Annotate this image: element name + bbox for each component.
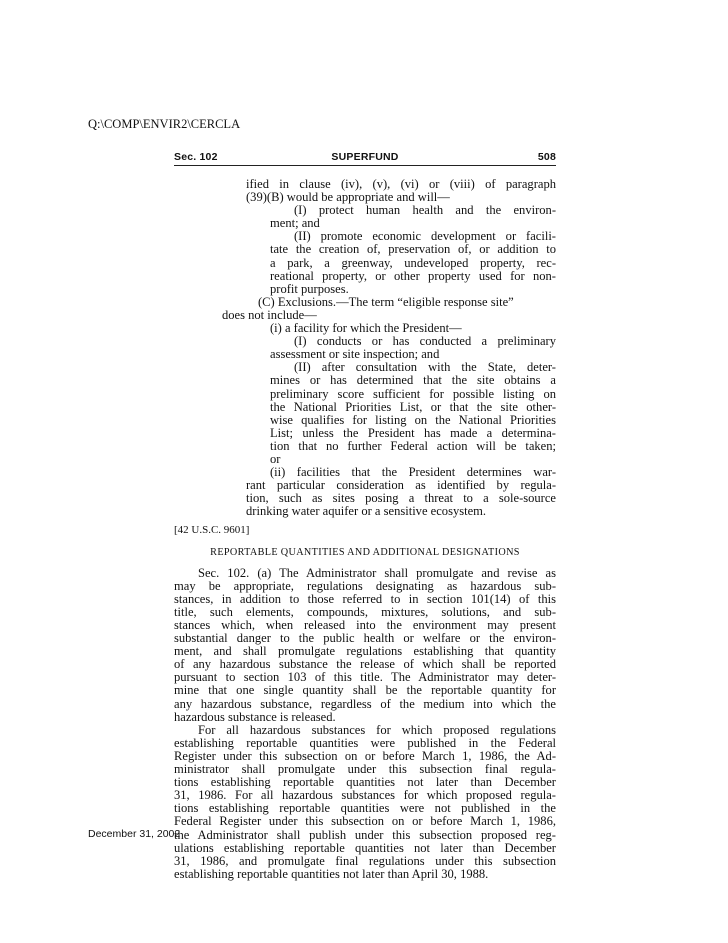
text-line: mine that one single quantity shall be the reportable quantity for (174, 684, 556, 698)
header-rule (174, 165, 556, 166)
text-line: preliminary score sufficient for possible listing on (270, 387, 556, 401)
text-line: (I) conducts or has conducted a preliminary (294, 335, 556, 349)
page-body (174, 178, 556, 881)
text-line: of any hazardous substance the release of which shall be reported (174, 658, 556, 672)
text-line: tions establishing reportable quantities not later than December (174, 776, 556, 790)
definition-text (174, 178, 556, 518)
text-line: substantial danger to the public health or welfare or the environ- (174, 632, 556, 646)
footer-date: December 31, 2002 (88, 828, 181, 840)
text-line: ministrator shall promulgate under this subsection final regula- (174, 763, 556, 777)
text-line: (C) Exclusions.—The term “eligible response site” (258, 295, 514, 309)
header-title: SUPERFUND (331, 151, 399, 163)
text-line: wise qualifies for listing on the National Priorities (270, 413, 556, 427)
text-line: may be appropriate, regulations designating as hazardous sub- (174, 579, 556, 593)
text-line: (II) after consultation with the State, deter- (294, 361, 556, 375)
text-line: tion, such as sites posing a threat to a sole-source (246, 492, 556, 506)
text-line: any hazardous substance, regardless of the medium into which the (174, 697, 556, 711)
text-line: does not include— (222, 308, 317, 322)
text-line: (ii) facilities that the President determines war- (270, 466, 556, 480)
text-line: a park, a greenway, undeveloped property, rec- (270, 256, 556, 270)
usc-citation: [42 U.S.C. 9601] (174, 524, 250, 537)
header-page-number: 508 (537, 151, 556, 163)
section-heading: REPORTABLE QUANTITIES AND ADDITIONAL DESIGNATIONS (210, 546, 520, 558)
file-path: Q:\COMP\ENVIR2\CERCLA (88, 117, 241, 131)
text-line: For all hazardous substances for which proposed regulations (198, 723, 556, 737)
text-line: tate the creation of, preservation of, or addition to (270, 243, 556, 257)
text-line: hazardous substance is released. (174, 710, 336, 724)
text-line: ulations establishing reportable quantities not later than December (174, 841, 556, 855)
text-line: rant particular consideration as identified by regula- (246, 479, 556, 493)
text-line: Federal Register under this subsection on or before March 1, 1986, (174, 815, 556, 829)
text-line: tions establishing reportable quantities were not published in the (174, 802, 556, 816)
text-line: or (270, 452, 281, 466)
text-line: stances which, when released into the environment may present (174, 619, 556, 632)
text-line: ified in clause (iv), (v), (vi) or (viii) of paragraph (246, 178, 556, 191)
text-line: title, such elements, compounds, mixtures, solutions, and sub- (174, 605, 556, 619)
text-line: assessment or site inspection; and (270, 348, 440, 362)
text-line: 31, 1986. For all hazardous substances for which proposed regula- (174, 789, 556, 803)
text-line: pursuant to section 103 of this title. The Administrator may deter- (174, 671, 556, 685)
text-line: drinking water aquifer or a sensitive ecosystem. (246, 505, 487, 519)
text-line: List; unless the President has made a determina- (270, 426, 556, 440)
section-102-text (174, 567, 556, 881)
text-line: mines or has determined that the site obtains a (270, 374, 556, 388)
text-line: establishing reportable quantities not later than April 30, 1988. (174, 867, 489, 881)
text-line: (II) promote economic development or facili- (294, 230, 556, 244)
text-line: (39)(B) would be appropriate and will— (246, 191, 450, 205)
text-line: (i) a facility for which the President— (270, 322, 462, 336)
text-line: tion that no further Federal action will be taken; (270, 439, 556, 453)
text-line: Sec. 102. (a) The Administrator shall promulgate and revise as (198, 566, 556, 580)
text-line: reational property, or other property used for non- (270, 269, 556, 283)
text-line: (I) protect human health and the environ- (294, 204, 556, 218)
text-line: the National Priorities List, or that the site other- (270, 400, 556, 414)
text-line: profit purposes. (270, 282, 349, 296)
text-line: ment, and shall promulgate regulations establishing that quantity (174, 645, 556, 659)
text-line: 31, 1986, and promulgate final regulations under this subsection (174, 854, 556, 868)
text-line: establishing reportable quantities were published in the Federal (174, 736, 556, 750)
text-line: stances, in addition to those referred to in section 101(14) of this (174, 592, 556, 606)
header-section: Sec. 102 (174, 151, 218, 163)
text-line: the Administrator shall publish under this subsection proposed reg- (174, 828, 556, 842)
text-line: ment; and (270, 217, 320, 231)
text-line: Register under this subsection on or before March 1, 1986, the Ad- (174, 749, 556, 763)
